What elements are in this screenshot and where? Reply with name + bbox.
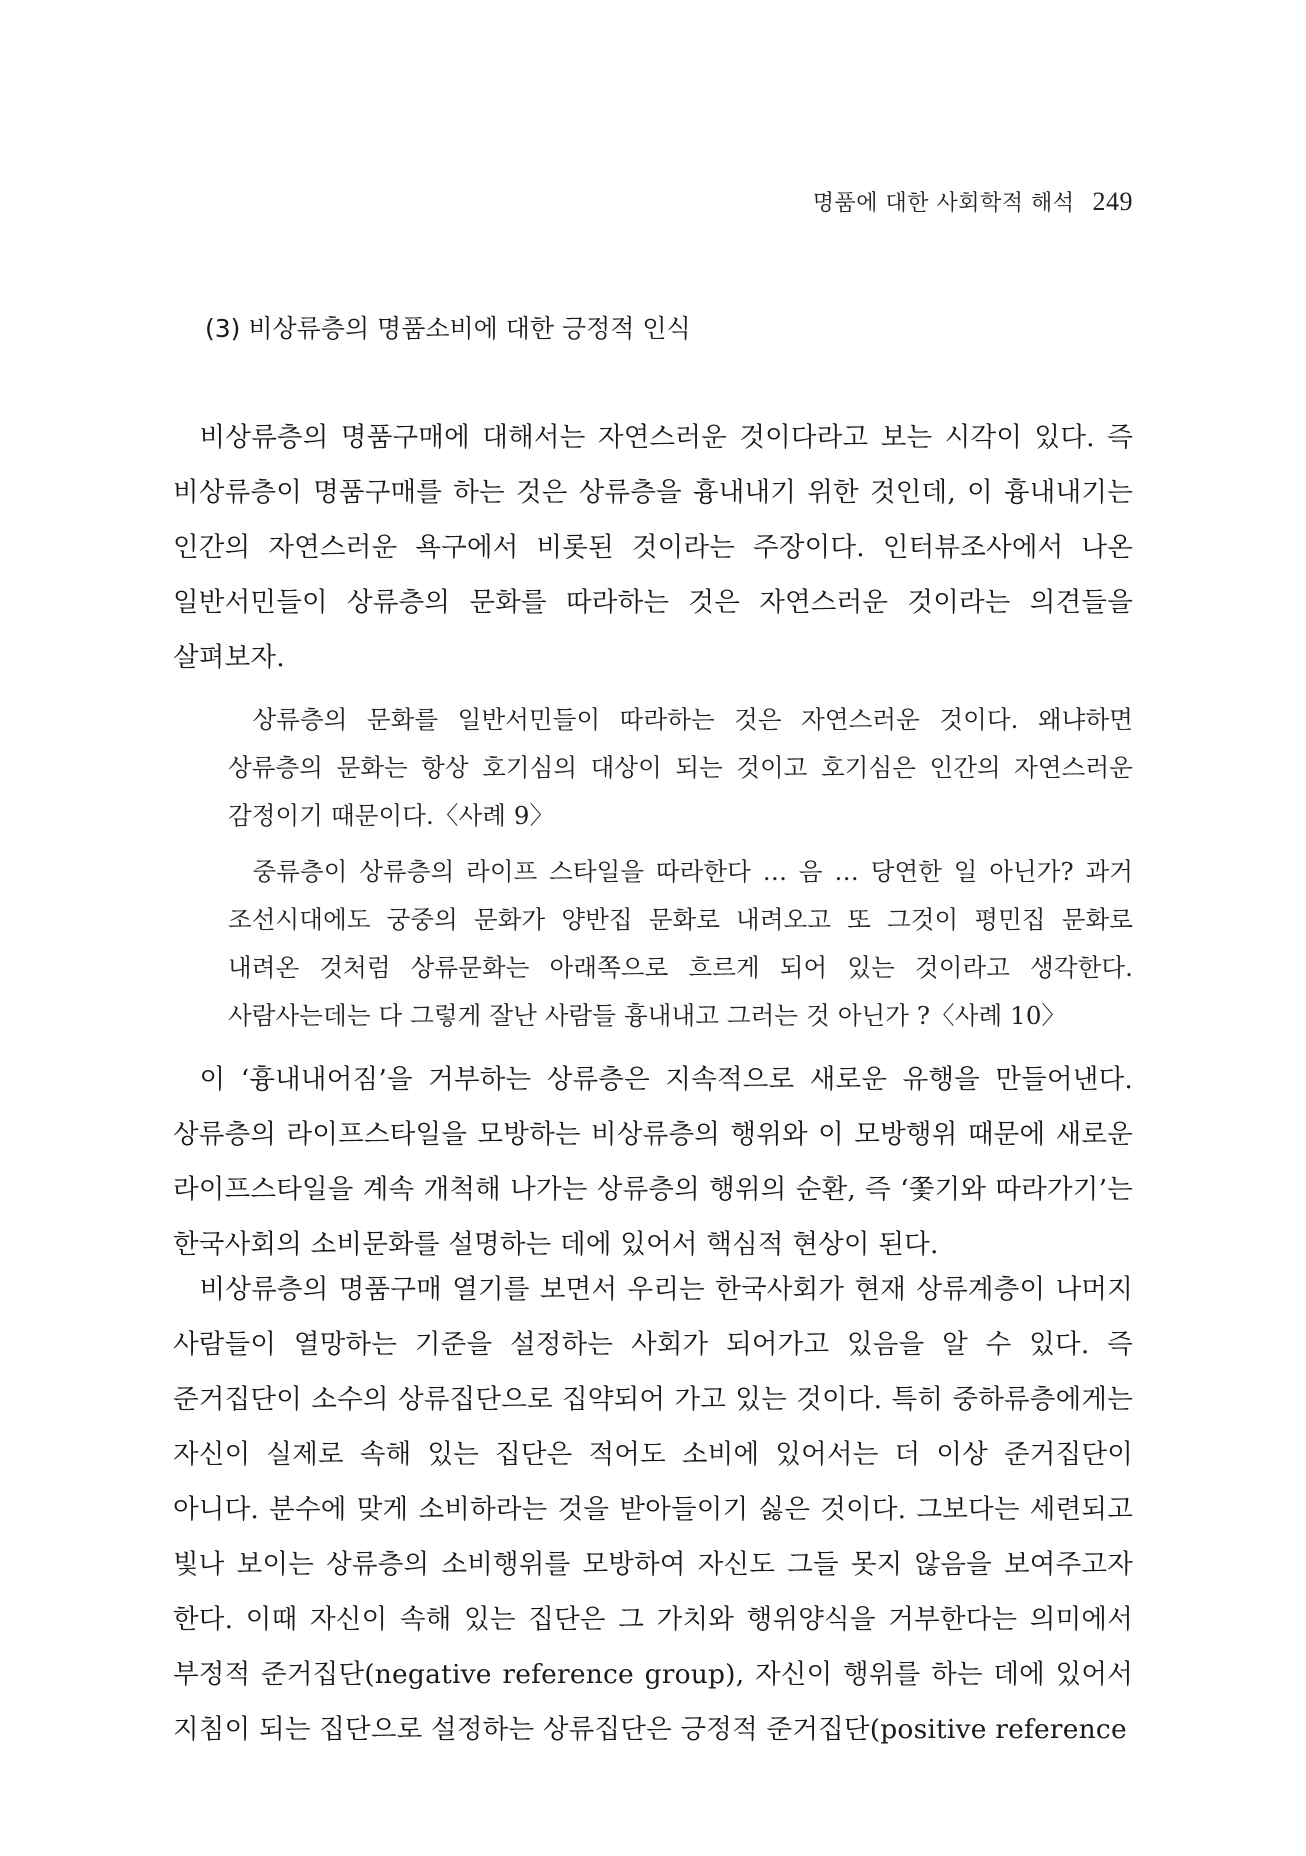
body-paragraph-2: 이 ‘흉내내어짐’을 거부하는 상류층은 지속적으로 새로운 유행을 만들어낸다. 상류층의 라이프스타일을 모방하는 비상류층의 행위와 이 모방행위 때문에 새로운 라이프스타일을 계속 개척해 나가는 상류층의 행위의 순환, 즉 ‘쫓기와 따라가기’는 한국사회의 소비문화를 설명하는 데에 있어서 핵심적 현상이 된다. <box>173 1064 1133 1260</box>
interview-quote-1: 상류층의 문화를 일반서민들이 따라하는 것은 자연스러운 것이다. 왜냐하면 상류층의 문화는 항상 호기심의 대상이 되는 것이고 호기심은 인간의 자연스러운 감정이기 때문이다.〈사례 9〉 <box>228 705 1133 830</box>
page-number: 249 <box>1092 187 1133 216</box>
running-head <box>813 186 1133 217</box>
interview-quote-2: 중류층이 상류층의 라이프 스타일을 따라한다 … 음 … 당연한 일 아닌가? 과거 조선시대에도 궁중의 문화가 양반집 문화로 내려오고 또 그것이 평민집 문화로 내려온 것처럼 상류문화는 아래쪽으로 흐르게 되어 있는 것이라고 생각한다. 사람사는데는 다 그렇게 잘난 사람들 흉내내고 그러는 것 아닌가 ?〈사례 10〉 <box>228 857 1133 1030</box>
body-paragraph-3: 비상류층의 명품구매 열기를 보면서 우리는 한국사회가 현재 상류계층이 나머지 사람들이 열망하는 기준을 설정하는 사회가 되어가고 있음을 알 수 있다. 즉 준거집단이 소수의 상류집단으로 집약되어 가고 있는 것이다. 특히 중하류층에게는 자신이 실제로 속해 있는 집단은 적어도 소비에 있어서는 더 이상 준거집단이 아니다. 분수에 맞게 소비하라는 것을 받아들이기 싫은 것이다. 그보다는 세련되고 빛나 보이는 상류층의 소비행위를 모방하여 자신도 그들 못지 않음을 보여주고자 한다. 이때 자신이 속해 있는 집단은 그 가치와 행위양식을 거부한다는 의미에서 부정적 준거집단(negative reference group), 자신이 행위를 하는 데에 있어서 지침이 되는 집단으로 설정하는 상류집단은 긍정적 준거집단(positive reference <box>173 1274 1133 1745</box>
section-heading: (3) 비상류층의 명품소비에 대한 긍정적 인식 <box>205 314 691 343</box>
body-paragraph-1: 비상류층의 명품구매에 대해서는 자연스러운 것이다라고 보는 시각이 있다. 즉 비상류층이 명품구매를 하는 것은 상류층을 흉내내기 위한 것인데, 이 흉내내기는 인간의 자연스러운 욕구에서 비롯된 것이라는 주장이다. 인터뷰조사에서 나온 일반서민들이 상류층의 문화를 따라하는 것은 자연스러운 것이라는 의견들을 살펴보자. <box>173 422 1133 673</box>
running-head-title: 명품에 대한 사회학적 해석 <box>812 191 1075 216</box>
